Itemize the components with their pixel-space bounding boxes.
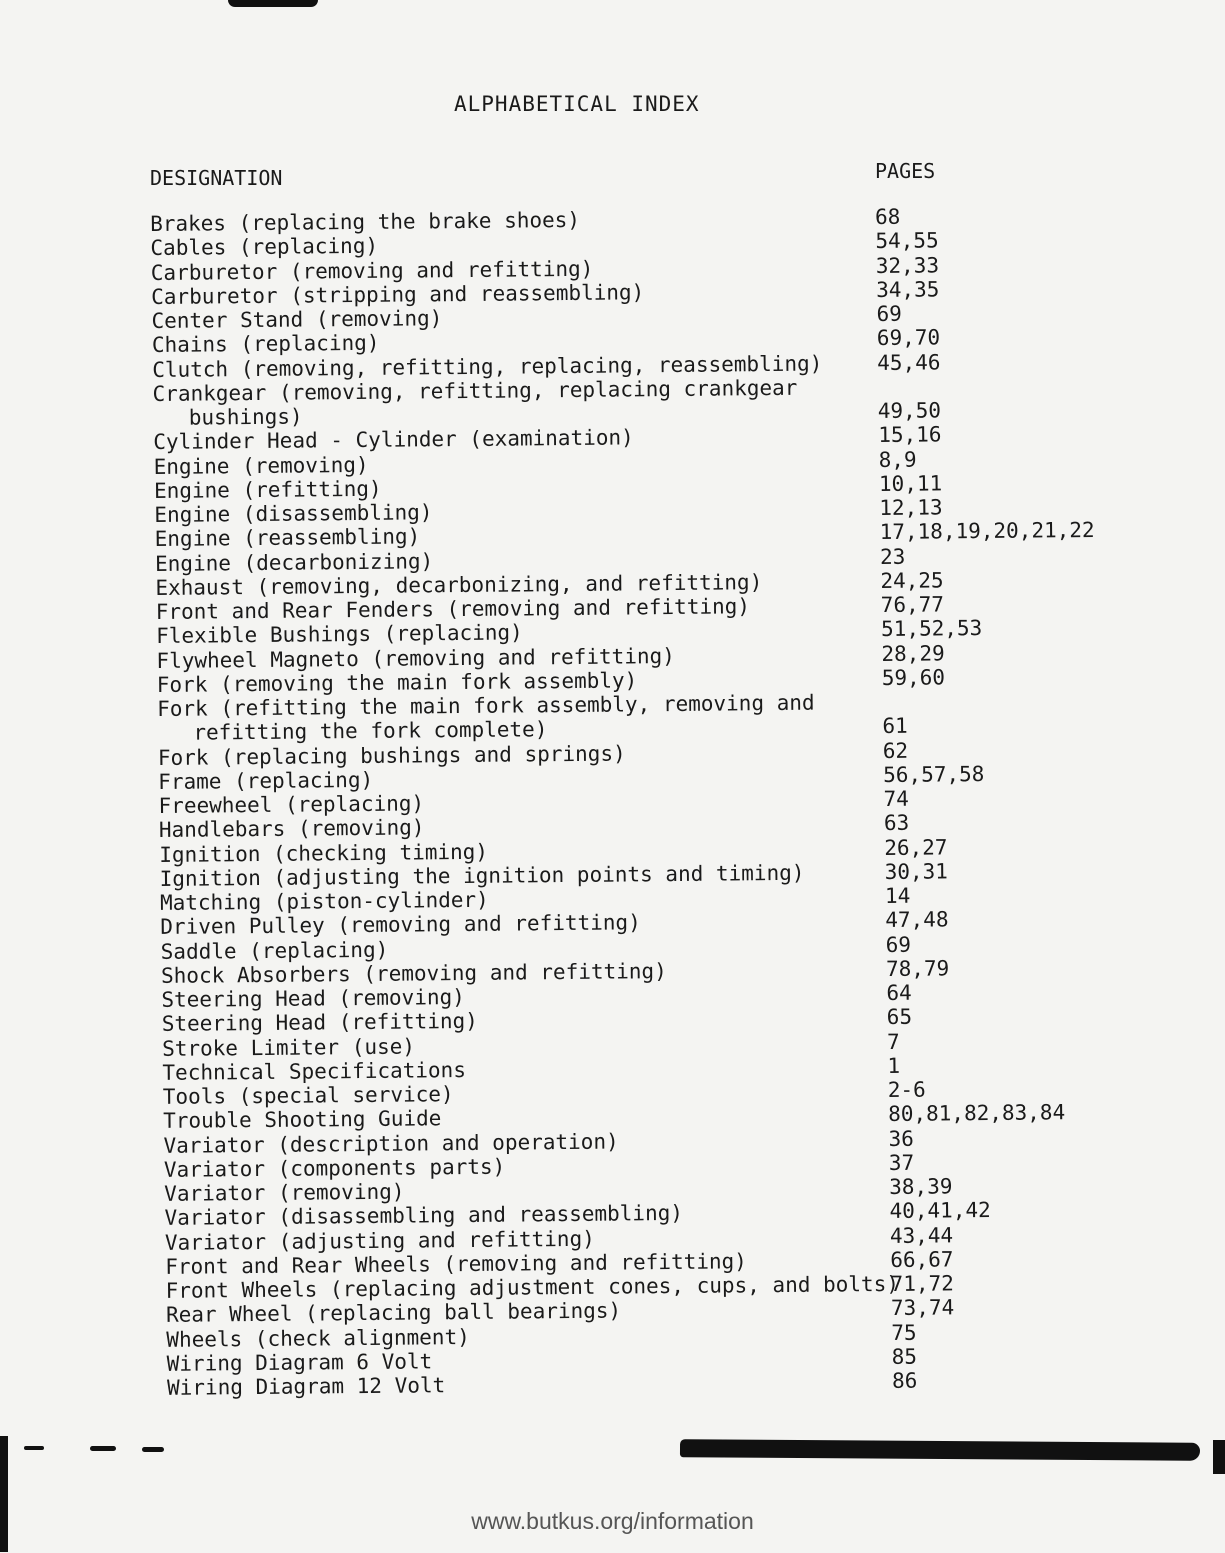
- entry-designation: Wheels (check alignment): [166, 1324, 470, 1352]
- entry-pages: 61: [882, 713, 908, 738]
- entry-pages: 80,81,82,83,84: [888, 1100, 1066, 1127]
- entry-designation: Wiring Diagram 6 Volt: [166, 1349, 433, 1376]
- entry-designation: Flexible Bushings (replacing): [156, 620, 523, 649]
- entry-designation: Driven Pulley (removing and refitting): [160, 910, 641, 940]
- entry-pages: 69: [876, 301, 902, 327]
- entry-designation: Matching (piston-cylinder): [159, 887, 489, 915]
- entry-pages: 37: [888, 1150, 915, 1175]
- entry-designation: Variator (adjusting and refitting): [164, 1226, 595, 1255]
- entry-pages: 24,25: [880, 568, 944, 593]
- entry-designation: Clutch (removing, refitting, replacing, reassembling): [152, 351, 823, 382]
- entry-designation: Variator (disassembling and reassembling): [164, 1201, 684, 1231]
- entry-pages: 7: [886, 1029, 900, 1054]
- entry-pages: 45,46: [877, 349, 941, 375]
- entry-pages: 15,16: [878, 422, 942, 448]
- entry-pages: 56,57,58: [883, 761, 985, 787]
- entry-designation: Technical Specifications: [162, 1057, 467, 1085]
- entry-designation: Frame (replacing): [158, 767, 374, 794]
- entry-pages: 34,35: [876, 277, 940, 302]
- entry-pages: 78,79: [885, 956, 950, 981]
- entry-pages: 47,48: [885, 907, 949, 933]
- entry-designation: Engine (decarbonizing): [154, 548, 434, 576]
- entry-designation: Flywheel Magneto (removing and refitting): [156, 643, 675, 673]
- entry-pages: 74: [883, 786, 909, 811]
- entry-designation: Variator (components parts): [163, 1154, 506, 1182]
- entry-pages: 76,77: [880, 592, 945, 618]
- entry-pages: 30,31: [884, 859, 948, 884]
- entry-designation: Wiring Diagram 12 Volt: [166, 1373, 446, 1400]
- entry-designation: Crankgear (removing, refitting, replacing crankgear: [152, 375, 798, 406]
- entry-pages: 49,50: [877, 398, 942, 423]
- entry-pages: 63: [883, 810, 910, 836]
- entry-pages: 65: [886, 1004, 913, 1030]
- entry-pages: 10,11: [878, 471, 943, 496]
- entry-pages: 75: [891, 1320, 917, 1345]
- entry-pages: 12,13: [879, 495, 943, 521]
- entry-pages: 32,33: [875, 252, 940, 278]
- entry-designation: Carburetor (stripping and reassembling): [151, 280, 645, 309]
- entry-designation: Shock Absorbers (removing and refitting): [160, 958, 667, 988]
- entry-designation: Brakes (replacing the brake shoes): [150, 207, 581, 236]
- entry-pages: 73,74: [890, 1295, 955, 1321]
- entry-pages: 54,55: [875, 228, 939, 254]
- entry-designation: Steering Head (removing): [161, 985, 465, 1012]
- entry-pages: 23: [879, 544, 906, 569]
- entry-designation: Freewheel (replacing): [158, 791, 425, 818]
- entry-pages: 69: [885, 932, 912, 957]
- entry-pages: 14: [884, 883, 911, 908]
- entry-designation: Saddle (replacing): [160, 937, 389, 964]
- footer-url: www.butkus.org/information: [471, 1508, 754, 1534]
- entry-pages: 8,9: [878, 447, 917, 472]
- entry-designation: Fork (refitting the main fork assembly, removing and: [157, 690, 815, 721]
- entry-designation: Front and Rear Wheels (removing and refitting): [165, 1249, 747, 1279]
- entry-designation: Engine (removing): [153, 452, 369, 479]
- entry-designation: Cylinder Head - Cylinder (examination): [153, 425, 634, 455]
- entry-pages: 59,60: [881, 665, 946, 690]
- entry-designation: Ignition (checking timing): [159, 839, 489, 867]
- entry-designation: Tools (special service): [162, 1082, 454, 1109]
- entry-pages: 28,29: [881, 640, 945, 666]
- entry-designation: Cables (replacing): [150, 234, 379, 261]
- entry-pages: 26,27: [884, 834, 948, 860]
- entry-designation: Trouble Shooting Guide: [163, 1106, 442, 1134]
- entry-pages: 40,41,42: [889, 1198, 991, 1224]
- entry-designation: Rear Wheel (replacing ball bearings): [165, 1298, 622, 1328]
- entry-designation: Variator (removing): [164, 1179, 405, 1206]
- entry-pages: 69,70: [876, 325, 941, 351]
- page-title: ALPHABETICAL INDEX: [454, 92, 700, 116]
- entry-designation-continued: refitting the fork complete): [193, 717, 548, 745]
- entry-designation: Carburetor (removing and refitting): [150, 256, 594, 285]
- entry-designation: Steering Head (refitting): [161, 1009, 478, 1037]
- entry-designation: Center Stand (removing): [151, 306, 443, 333]
- entry-pages: 66,67: [890, 1247, 954, 1272]
- entry-pages: 36: [888, 1126, 914, 1151]
- entry-designation: Chains (replacing): [151, 331, 380, 358]
- entry-designation: Fork (removing the main fork assembly): [156, 668, 638, 697]
- entry-pages: 85: [891, 1344, 918, 1369]
- entry-pages: 1: [887, 1053, 901, 1078]
- entry-designation: Variator (description and operation): [163, 1129, 619, 1158]
- entry-pages: 17,18,19,20,21,22: [879, 518, 1095, 545]
- entry-designation: Front and Rear Fenders (removing and refitting): [155, 594, 751, 624]
- entry-designation: Engine (reassembling): [154, 524, 421, 552]
- entry-pages: 43,44: [889, 1222, 954, 1248]
- entry-pages: 51,52,53: [880, 616, 983, 642]
- designation-column-header: DESIGNATION: [150, 166, 283, 190]
- entry-designation: Engine (refitting): [153, 476, 382, 503]
- entry-pages: 64: [886, 980, 912, 1005]
- entry-designation: Ignition (adjusting the ignition points and timing): [159, 860, 805, 891]
- entry-pages: 68: [874, 204, 901, 230]
- entry-designation: Front Wheels (replacing adjustment cones, cups, and bolts): [165, 1271, 900, 1303]
- entry-designation: Fork (replacing bushings and springs): [157, 740, 626, 770]
- entry-pages: 86: [891, 1368, 918, 1393]
- entry-pages: 71,72: [890, 1271, 954, 1296]
- entry-designation: Engine (disassembling): [154, 500, 433, 527]
- entry-designation: Stroke Limiter (use): [162, 1033, 416, 1061]
- entry-pages: 2-6: [887, 1077, 926, 1102]
- entry-pages: 38,39: [889, 1174, 953, 1199]
- entry-designation: Handlebars (removing): [158, 815, 425, 843]
- pages-column-header: PAGES: [875, 159, 936, 183]
- entry-designation-continued: bushings): [188, 404, 303, 430]
- entry-designation: Exhaust (removing, decarbonizing, and refitting): [155, 569, 763, 600]
- entry-pages: 62: [882, 738, 909, 763]
